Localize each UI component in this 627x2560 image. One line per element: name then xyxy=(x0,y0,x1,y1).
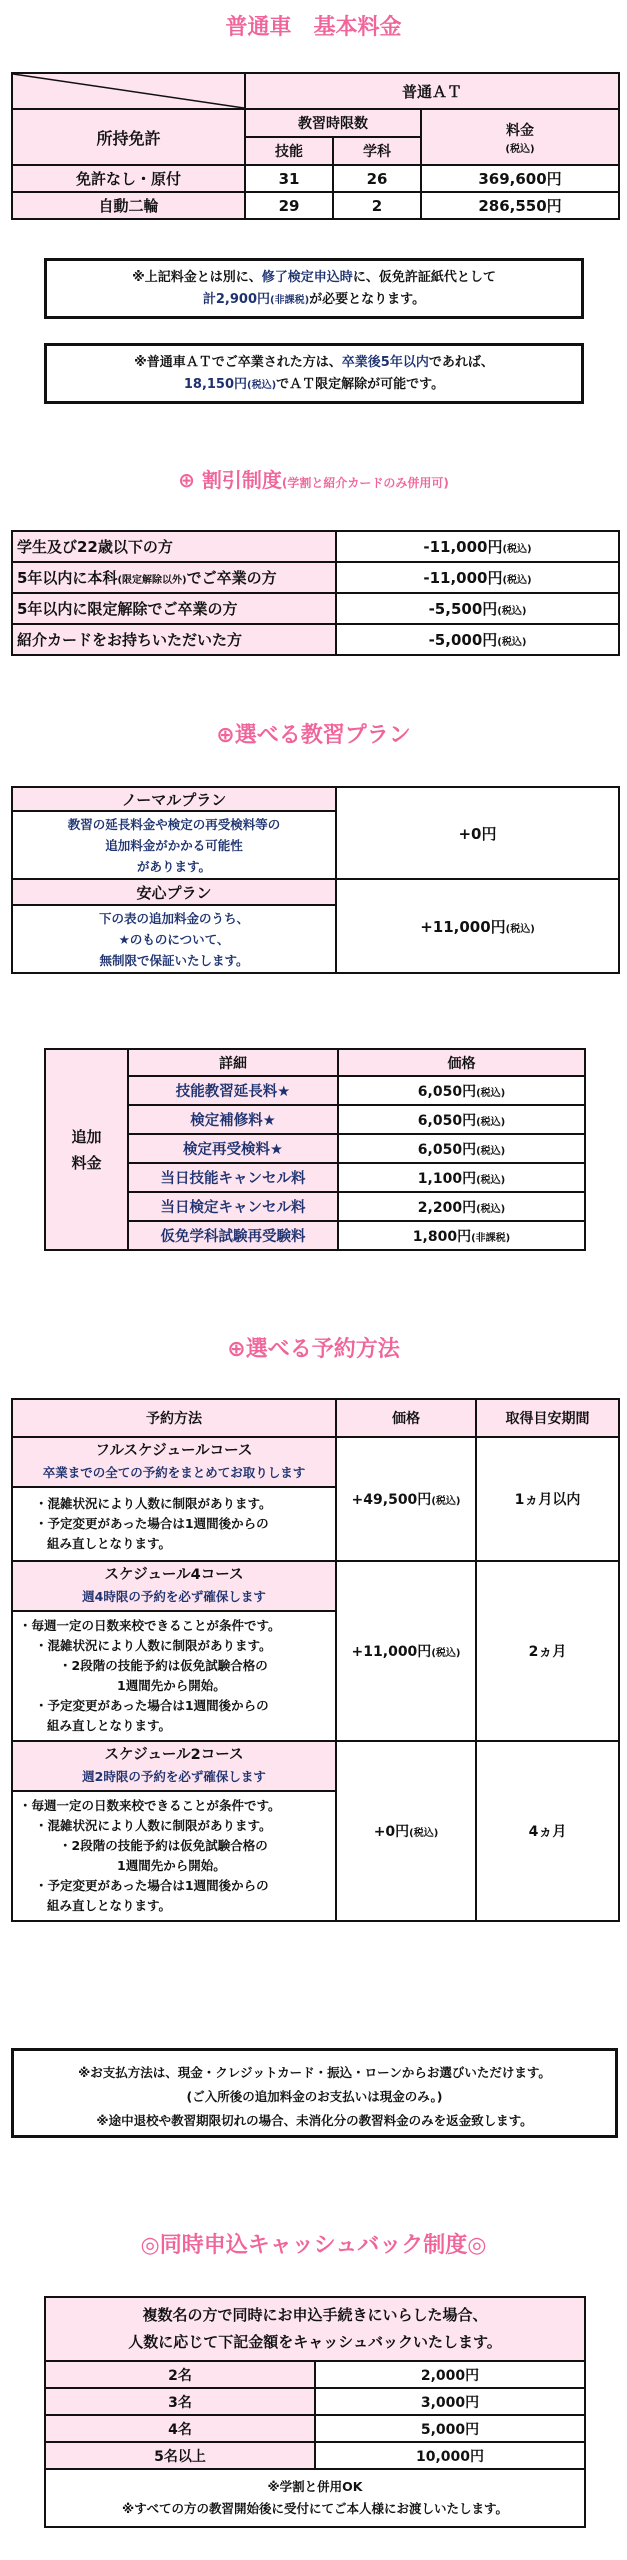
course-detail-line: ・予定変更があった場合は1週間後からの xyxy=(35,1878,269,1893)
safe-plan-desc xyxy=(12,905,336,973)
table-row xyxy=(12,624,619,655)
safe-plan-price-cell xyxy=(336,879,619,973)
discount-name-rest: でご卒業の方 xyxy=(186,569,277,587)
theory-cell: 26 xyxy=(333,165,421,192)
reserve-table xyxy=(11,1398,620,1922)
payment-line: (ご入所後の追加料金のお支払いは現金のみ。) xyxy=(186,2089,443,2104)
table-row xyxy=(12,593,619,624)
discount-name: 5年以内に本科 xyxy=(17,569,118,587)
plan-desc-line: 教習の延長料金や検定の再受検料等の xyxy=(67,816,281,832)
table-row xyxy=(12,192,619,219)
extra-fee-name: 技能教習延長料★ xyxy=(128,1076,338,1105)
course-name: フルスケジュールコース xyxy=(95,1443,253,1459)
course-details xyxy=(12,1791,336,1921)
cashback-people: 2名 xyxy=(45,2361,315,2388)
basic-fee-title: 普通車 基本料金 xyxy=(225,15,402,40)
discount-tax: (税込) xyxy=(502,544,532,555)
course-detail-line: 1週間先から開始。 xyxy=(117,1858,226,1873)
discount-price: -5,500円 xyxy=(428,600,498,618)
extra-fee-price-cell xyxy=(338,1163,585,1192)
reserve-title: ⊕選べる予約方法 xyxy=(227,1337,400,1362)
course-tax: (税込) xyxy=(409,1828,439,1839)
price-column-header: 価格 xyxy=(336,1399,476,1437)
discount-table xyxy=(11,530,620,656)
course-name-cell xyxy=(12,1561,336,1611)
course-period: 4ヵ月 xyxy=(476,1741,619,1921)
extra-fee-price: 6,050円 xyxy=(417,1112,477,1129)
cashback-amount: 2,000円 xyxy=(315,2361,585,2388)
extra-fee-price-cell xyxy=(338,1221,585,1250)
extra-fee-tax: (税込) xyxy=(476,1174,506,1186)
course-details xyxy=(12,1487,336,1561)
extra-fee-tax: (税込) xyxy=(476,1203,506,1215)
discount-price-cell xyxy=(336,531,619,562)
discount-price: -5,000円 xyxy=(428,631,498,649)
payment-line: ※途中退校や教習期限切れの場合、未消化分の教習料金のみを返金致します。 xyxy=(96,2113,533,2128)
course-price-cell xyxy=(336,1741,476,1921)
discount-title-text: ⊕ 割引制度 xyxy=(178,468,282,492)
cashback-people: 3名 xyxy=(45,2388,315,2415)
course-price-cell xyxy=(336,1561,476,1741)
extra-fee-name: 仮免学科試験再受験料 xyxy=(128,1221,338,1250)
cashback-table xyxy=(44,2296,586,2528)
table-row xyxy=(12,165,619,192)
method-column-header: 予約方法 xyxy=(12,1399,336,1437)
discount-tax: (税込) xyxy=(502,575,532,586)
note-text: が必要となります。 xyxy=(309,292,426,307)
cashback-people: 5名以上 xyxy=(45,2442,315,2469)
safe-plan-price: +11,000円 xyxy=(420,917,506,936)
extra-fee-name: 検定補修料★ xyxy=(128,1105,338,1134)
table-row xyxy=(45,2442,585,2469)
cashback-people: 4名 xyxy=(45,2415,315,2442)
discount-title-note: (学割と紹介カードのみ併用可) xyxy=(281,476,449,490)
skill-cell: 29 xyxy=(245,192,333,219)
table-row xyxy=(12,562,619,593)
license-cell: 自動二輪 xyxy=(12,192,245,219)
at-limit-note xyxy=(44,343,584,404)
course-sub: 週4時限の予約を必ず確保します xyxy=(82,1589,266,1604)
course-sub: 卒業までの全ての予約をまとめてお取りします xyxy=(42,1465,306,1480)
course-period: 1ヵ月以内 xyxy=(476,1437,619,1561)
table-row xyxy=(45,2361,585,2388)
discount-name-note: (限定解除以外) xyxy=(117,575,187,586)
table-row xyxy=(45,2388,585,2415)
course-detail-line: 1週間先から開始。 xyxy=(117,1678,226,1693)
fee-tax-label: (税込) xyxy=(505,143,535,155)
note-text: でＡＴ限定解除が可能です。 xyxy=(276,377,445,392)
theory-cell: 2 xyxy=(333,192,421,219)
extra-fee-name: 検定再受検料★ xyxy=(128,1134,338,1163)
course-details xyxy=(12,1611,336,1741)
payment-line: ※お支払方法は、現金・クレジットカード・振込・ローンからお選びいただけます。 xyxy=(78,2065,551,2080)
discount-price-cell xyxy=(336,624,619,655)
extra-fee-price: 1,800円 xyxy=(412,1228,472,1245)
normal-plan-desc xyxy=(12,811,336,879)
note-tax: (税込) xyxy=(247,380,277,391)
table-row xyxy=(12,531,619,562)
extra-fee-price-cell xyxy=(338,1134,585,1163)
basic-fee-table xyxy=(11,72,620,220)
cashback-footer-line: ※すべての方の教習開始後に受付にてご本人様にお渡しいたします。 xyxy=(122,2501,508,2516)
plans-table xyxy=(11,786,620,974)
discount-title xyxy=(0,464,627,493)
course-detail-line: ・予定変更があった場合は1週間後からの xyxy=(35,1516,269,1531)
fee-label: 料金 xyxy=(506,122,534,139)
cashback-footer xyxy=(45,2469,585,2527)
discount-name-cell xyxy=(12,562,336,593)
note-tax: (非課税) xyxy=(270,295,310,306)
course-detail-line: ・毎週一定の日数来校できることが条件です。 xyxy=(19,1618,281,1633)
course-detail-line: 組み直しとなります。 xyxy=(47,1536,172,1551)
discount-name: 紹介カードをお持ちいただいた方 xyxy=(17,631,243,649)
extra-fee-side-label xyxy=(45,1049,128,1250)
extra-fee-table xyxy=(44,1048,586,1251)
extra-fee-name: 当日技能キャンセル料 xyxy=(128,1163,338,1192)
extra-fee-name: 当日検定キャンセル料 xyxy=(128,1192,338,1221)
plan-desc-line: ★のものについて、 xyxy=(118,931,230,947)
note-text: であれば、 xyxy=(428,355,494,370)
plan-desc-line: 無制限で保証いたします。 xyxy=(99,952,249,968)
cashback-header-line: 人数に応じて下記金額をキャッシュバックいたします。 xyxy=(128,2333,502,2351)
course-name-cell xyxy=(12,1741,336,1791)
plan-desc-line: 追加料金がかかる可能性 xyxy=(105,837,243,853)
course-name: スケジュール2コース xyxy=(104,1747,244,1763)
at-column-header: 普通ＡＴ xyxy=(245,73,619,109)
diagonal-line xyxy=(13,74,244,108)
fee-column-header xyxy=(421,109,619,165)
discount-tax: (税込) xyxy=(497,606,527,617)
course-name-cell xyxy=(12,1437,336,1487)
course-price-cell xyxy=(336,1437,476,1561)
discount-price-cell xyxy=(336,562,619,593)
extra-fee-price: 6,050円 xyxy=(417,1141,477,1158)
course-sub: 週2時限の予約を必ず確保します xyxy=(82,1769,266,1784)
course-detail-line: ・毎週一定の日数来校できることが条件です。 xyxy=(19,1798,281,1813)
course-period: 2ヵ月 xyxy=(476,1561,619,1741)
note-text: に、仮免許証紙代として xyxy=(352,270,496,285)
extra-fee-tax: (税込) xyxy=(476,1087,506,1099)
discount-tax: (税込) xyxy=(497,637,527,648)
discount-price-cell xyxy=(336,593,619,624)
note-text: ※普通車ＡＴでご卒業された方は、 xyxy=(134,355,342,370)
course-price: +11,000円 xyxy=(351,1644,432,1660)
note-highlight: 18,150円 xyxy=(183,377,248,392)
extra-fee-tax: (非課税) xyxy=(471,1232,511,1244)
note-text: ※上記料金とは別に、 xyxy=(132,270,262,285)
normal-plan-price-cell xyxy=(336,787,619,879)
table-row xyxy=(45,2415,585,2442)
extra-fee-price: 2,200円 xyxy=(417,1199,477,1216)
discount-name: 学生及び22歳以下の方 xyxy=(17,538,173,556)
course-name: スケジュール4コース xyxy=(104,1567,244,1583)
plan-desc-line: があります。 xyxy=(136,858,211,874)
course-detail-line: ・予定変更があった場合は1週間後からの xyxy=(35,1698,269,1713)
note-highlight: 修了検定申込時 xyxy=(261,270,353,285)
course-detail-line: ・混雑状況により人数に制限があります。 xyxy=(35,1496,272,1511)
plans-title: ⊕選べる教習プラン xyxy=(216,723,411,748)
fee-cell: 369,600円 xyxy=(421,165,619,192)
course-price: +0円 xyxy=(373,1824,410,1840)
discount-name-cell xyxy=(12,624,336,655)
cashback-amount: 10,000円 xyxy=(315,2442,585,2469)
extra-fee-price-cell xyxy=(338,1076,585,1105)
discount-name-cell xyxy=(12,531,336,562)
cashback-title: ◎同時申込キャッシュバック制度◎ xyxy=(140,2233,487,2258)
license-cell: 免許なし・原付 xyxy=(12,165,245,192)
extra-fee-tax: (税込) xyxy=(476,1145,506,1157)
normal-plan-name: ノーマルプラン xyxy=(12,787,336,811)
plan-desc-line: 下の表の追加料金のうち、 xyxy=(98,910,249,926)
course-price: +49,500円 xyxy=(351,1492,432,1508)
discount-price: -11,000円 xyxy=(423,538,503,556)
course-detail-line: 組み直しとなります。 xyxy=(47,1718,172,1733)
license-column-header: 所持免許 xyxy=(12,109,245,165)
safe-plan-name: 安心プラン xyxy=(12,879,336,905)
discount-name: 5年以内に限定解除でご卒業の方 xyxy=(17,600,238,618)
course-detail-line: ・混雑状況により人数に制限があります。 xyxy=(35,1818,272,1833)
fee-cell: 286,550円 xyxy=(421,192,619,219)
skill-cell: 31 xyxy=(245,165,333,192)
extra-fee-price-cell xyxy=(338,1192,585,1221)
extra-fee-price-cell xyxy=(338,1105,585,1134)
course-detail-line: ・2段階の技能予約は仮免試験合格の xyxy=(59,1838,268,1853)
discount-name-cell xyxy=(12,593,336,624)
cashback-amount: 5,000円 xyxy=(315,2415,585,2442)
stamp-fee-note xyxy=(44,258,584,319)
price-column-header: 価格 xyxy=(338,1049,585,1076)
note-highlight: 計2,900円 xyxy=(202,292,270,307)
course-detail-line: ・2段階の技能予約は仮免試験合格の xyxy=(59,1658,268,1673)
cashback-amount: 3,000円 xyxy=(315,2388,585,2415)
discount-price: -11,000円 xyxy=(423,569,503,587)
extra-fee-price: 1,100円 xyxy=(417,1170,477,1187)
normal-plan-price: +0円 xyxy=(458,824,497,843)
extra-fee-price: 6,050円 xyxy=(417,1083,477,1100)
side-label-line: 料金 xyxy=(71,1153,102,1172)
payment-note xyxy=(11,2048,618,2138)
extra-fee-tax: (税込) xyxy=(476,1116,506,1128)
course-detail-line: ・混雑状況により人数に制限があります。 xyxy=(35,1638,272,1653)
theory-column-header: 学科 xyxy=(333,137,421,165)
hours-column-header: 教習時限数 xyxy=(245,109,421,137)
course-tax: (税込) xyxy=(431,1496,461,1507)
course-detail-line: 組み直しとなります。 xyxy=(47,1898,172,1913)
diagonal-header-cell xyxy=(12,73,245,109)
note-highlight: 卒業後5年以内 xyxy=(341,355,429,370)
side-label-line: 追加 xyxy=(71,1127,102,1146)
safe-plan-tax: (税込) xyxy=(505,923,535,935)
detail-column-header: 詳細 xyxy=(128,1049,338,1076)
skill-column-header: 技能 xyxy=(245,137,333,165)
cashback-header-line: 複数名の方で同時にお申込手続きにいらした場合、 xyxy=(142,2306,488,2324)
cashback-footer-line: ※学割と併用OK xyxy=(267,2479,363,2494)
course-tax: (税込) xyxy=(431,1648,461,1659)
period-column-header: 取得目安期間 xyxy=(476,1399,619,1437)
cashback-header xyxy=(45,2297,585,2361)
